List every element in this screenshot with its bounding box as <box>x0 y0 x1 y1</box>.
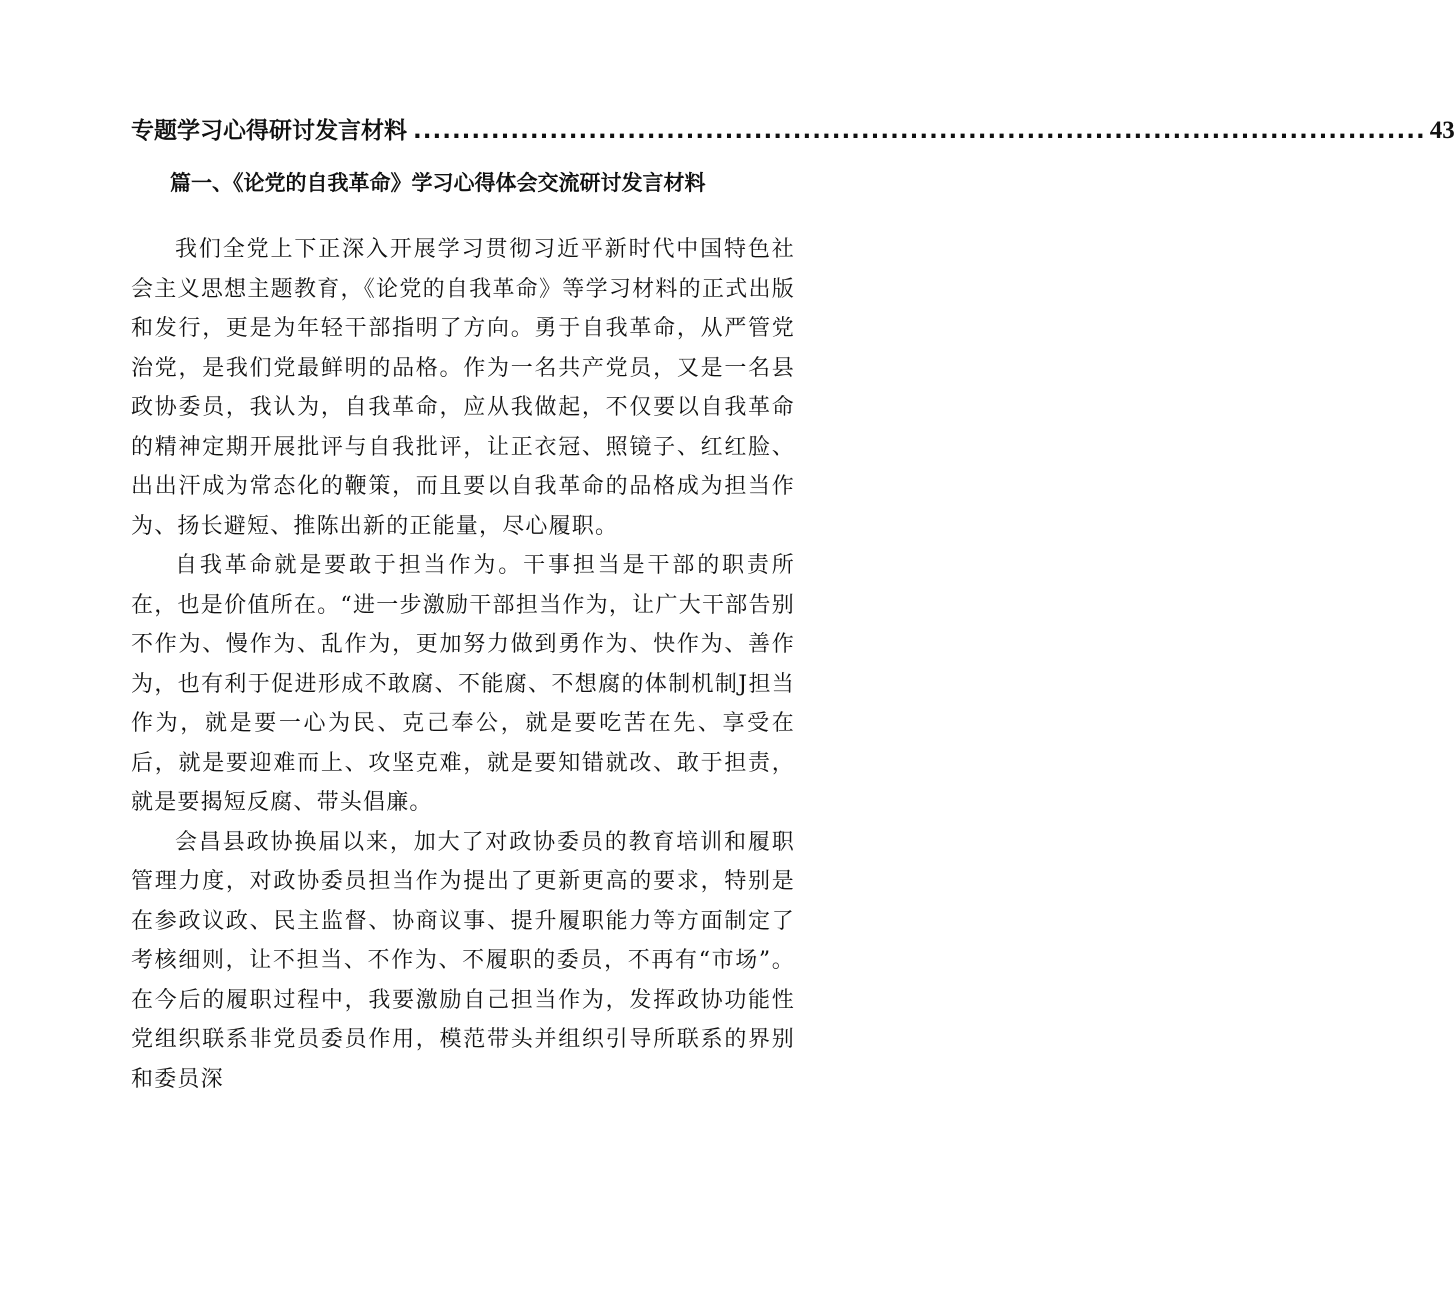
body-paragraph: 自我革命就是要敢于担当作为。干事担当是干部的职责所在，也是价值所在。“进一步激励干部担当作为，让广大干部告别不作为、慢作为、乱作为，更加努力做到勇作为、快作为、善作为，也有利于促进形成不敢腐、不能腐、不想腐的体制机制J担当作为，就是要一心为民、克己奉公，就是要吃苦在先、享受在后，就是要迎难而上、攻坚克难，就是要知错就改、敢于担责，就是要揭短反腐、带头倡廉。 <box>131 553 795 815</box>
toc-entry-title: 专题学习心得研讨发言材料 <box>131 118 407 144</box>
body-paragraph: 我们全党上下正深入开展学习贯彻习近平新时代中国特色社会主义思想主题教育，《论党的自我革命》等学习材料的正式出版和发行，更是为年轻干部指明了方向。勇于自我革命，从严管党治党，是我们党最鲜明的品格。作为一名共产党员，又是一名县政协委员，我认为，自我革命，应从我做起，不仅要以自我革命的精神定期开展批评与自我批评，让正衣冠、照镜子、红红脸、出出汗成为常态化的鞭策，而且要以自我革命的品格成为担当作为、扬长避短、推陈出新的正能量，尽心履职。 <box>131 237 795 539</box>
toc-page-number: 43 <box>1429 117 1455 144</box>
article-body <box>131 230 795 1099</box>
toc-dot-leader: ........................................................................................................ <box>413 118 1426 144</box>
article-title: 篇一、《论党的自我革命》学习心得体会交流研讨发言材料 <box>170 171 706 195</box>
toc-entry[interactable] <box>131 112 1455 146</box>
body-paragraph: 会昌县政协换届以来，加大了对政协委员的教育培训和履职管理力度，对政协委员担当作为提出了更新更高的要求，特别是在参政议政、民主监督、协商议事、提升履职能力等方面制定了考核细则，让不担当、不作为、不履职的委员，不再有“市场”。在今后的履职过程中，我要激励自己担当作为，发挥政协功能性党组织联系非党员委员作用，模范带头并组织引导所联系的界别和委员深 <box>131 829 795 1092</box>
